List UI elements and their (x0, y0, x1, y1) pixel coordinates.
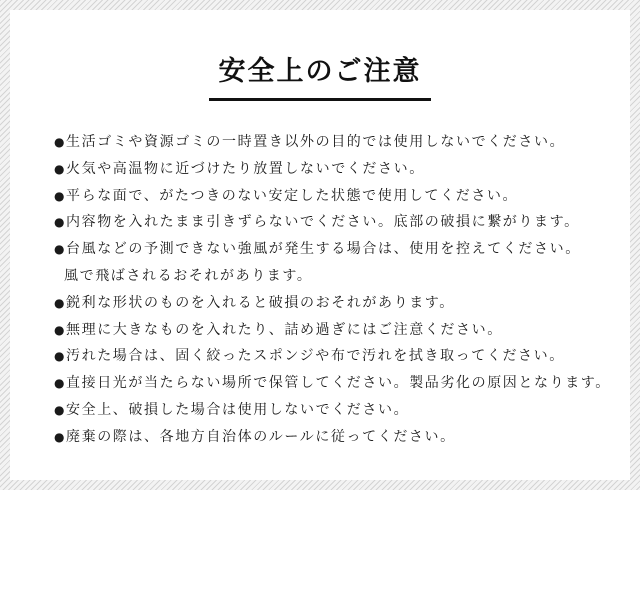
safety-note-line: 風で飛ばされるおそれがあります。 (64, 267, 313, 284)
safety-note-text (66, 183, 518, 210)
safety-note-text (66, 343, 565, 370)
bullet-icon: ● (54, 402, 65, 417)
safety-note-text (66, 317, 503, 344)
safety-note-line: 台風などの予測できない強風が発生する場合は、使用を控えてください。 (66, 241, 581, 258)
safety-note-line: 鋭利な形状のものを入れると破損のおそれがあります。 (66, 294, 455, 311)
safety-note-item (54, 317, 630, 344)
bullet-icon: ● (54, 242, 65, 257)
safety-note-item (54, 343, 630, 370)
safety-note-item (54, 236, 630, 290)
safety-note-line: 安全上、破損した場合は使用しないでください。 (66, 401, 410, 418)
bullet-icon: ● (54, 429, 65, 444)
safety-note-text (66, 370, 611, 397)
blank-area (0, 490, 640, 596)
safety-note-line: 直接日光が当たらない場所で保管してください。製品劣化の原因となります。 (66, 375, 611, 392)
safety-note-text (66, 209, 580, 236)
safety-note-item (54, 290, 630, 317)
safety-note-line: 汚れた場合は、固く絞ったスポンジや布で汚れを拭き取ってください。 (66, 348, 565, 365)
safety-note-line: 生活ゴミや資源ゴミの一時置き以外の目的では使用しないでください。 (66, 134, 566, 150)
safety-note-item (54, 183, 630, 210)
safety-note-text (66, 129, 565, 156)
safety-note-item (54, 156, 630, 183)
safety-note-text (66, 156, 425, 183)
safety-note-text (66, 236, 581, 290)
bullet-icon: ● (54, 188, 65, 203)
safety-note-line: 廃棄の際は、各地方自治体のルールに従ってください。 (66, 428, 456, 445)
bullet-icon: ● (54, 135, 65, 149)
bullet-icon: ● (54, 349, 65, 364)
safety-note-line: 火気や高温物に近づけたり放置しないでください。 (66, 160, 425, 177)
bullet-icon: ● (54, 322, 65, 337)
safety-note-item (54, 424, 630, 451)
title-underline (209, 98, 431, 101)
safety-notes-list (54, 129, 630, 451)
safety-notice-card (10, 10, 630, 480)
safety-note-line: 内容物を入れたまま引きずらないでください。底部の破損に繋がります。 (66, 214, 580, 231)
safety-note-line: 平らな面で、がたつきのない安定した状態で使用してください。 (66, 187, 519, 204)
bullet-icon: ● (54, 215, 65, 230)
bullet-icon: ● (54, 295, 65, 310)
page-title: 安全上のご注意 (218, 56, 422, 87)
bullet-icon: ● (54, 376, 65, 391)
safety-note-text (66, 290, 455, 317)
safety-note-text (66, 397, 409, 424)
safety-note-text (66, 424, 456, 451)
safety-note-item (54, 209, 630, 236)
bullet-icon: ● (54, 161, 65, 176)
safety-note-line: 無理に大きなものを入れたり、詰め過ぎにはご注意ください。 (66, 321, 503, 338)
safety-note-item (54, 397, 630, 424)
safety-note-item (54, 370, 630, 397)
safety-note-item (54, 129, 630, 156)
